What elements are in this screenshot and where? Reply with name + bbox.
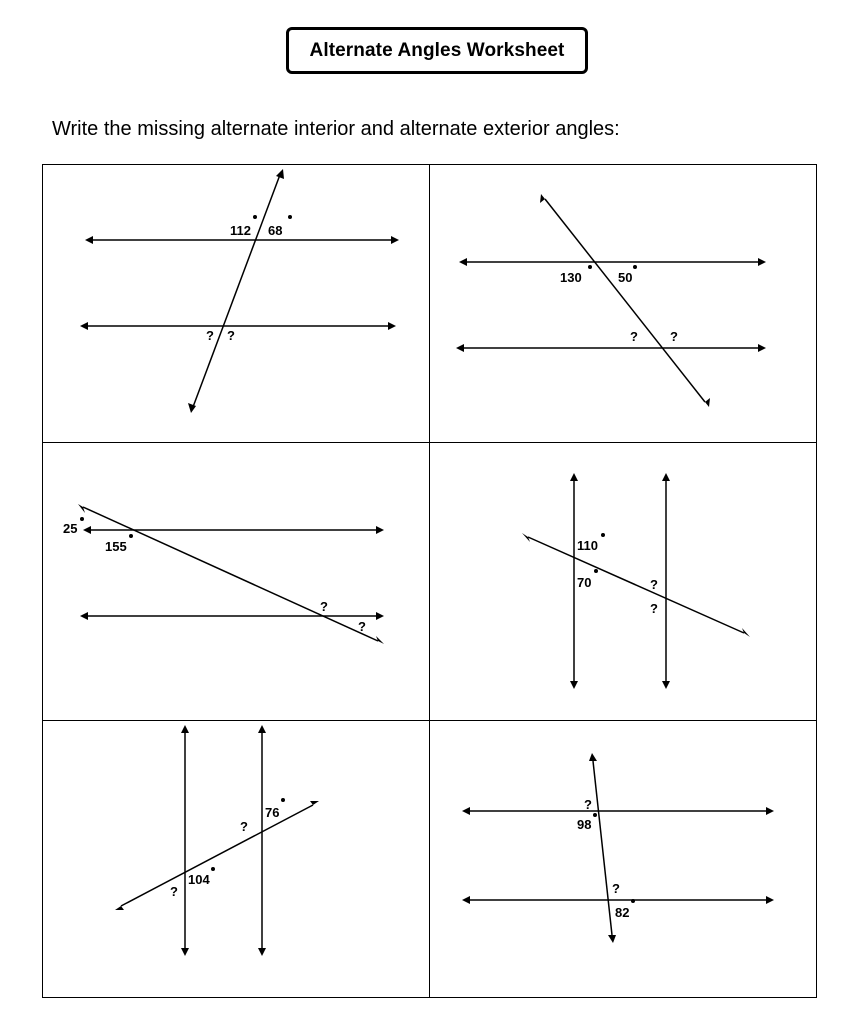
problem-grid — [42, 164, 817, 998]
angle-label: ? — [612, 881, 620, 896]
angle-label: 112 — [230, 223, 251, 238]
angle-label: 130 — [560, 270, 582, 285]
angle-label: 155 — [105, 539, 127, 554]
angle-label: ? — [206, 328, 214, 343]
problem-1-diagram — [43, 165, 430, 443]
angle-label: ? — [170, 884, 178, 899]
worksheet-title-box — [286, 27, 588, 74]
angle-label: ? — [358, 619, 366, 634]
instructions-text: Write the missing alternate interior and alternate exterior angles: — [52, 118, 620, 140]
angle-label: 98 — [577, 817, 592, 832]
angle-label: 104 — [188, 872, 210, 887]
angle-label: ? — [630, 329, 638, 344]
problem-6 — [430, 721, 817, 998]
problem-1 — [43, 165, 430, 443]
angle-label: 82 — [615, 905, 630, 920]
problem-4-diagram — [430, 443, 817, 721]
problem-3 — [43, 443, 430, 721]
angle-label: 68 — [268, 223, 283, 238]
angle-label: ? — [670, 329, 678, 344]
problem-5 — [43, 721, 430, 998]
angle-label: ? — [227, 328, 235, 343]
problem-2-diagram — [430, 165, 817, 443]
problem-5-diagram — [43, 721, 430, 998]
angle-label: ? — [650, 577, 658, 592]
angle-label: 110 — [577, 538, 598, 553]
angle-label: ? — [584, 797, 592, 812]
problem-2 — [430, 165, 817, 443]
angle-label: ? — [240, 819, 248, 834]
angle-label: 70 — [577, 575, 592, 590]
problem-4 — [430, 443, 817, 721]
angle-label: ? — [320, 599, 328, 614]
angle-label: ? — [650, 601, 658, 616]
worksheet-title: Alternate Angles Worksheet — [309, 39, 565, 61]
angle-label: 76 — [265, 805, 280, 820]
angle-label: 25 — [63, 521, 78, 536]
problem-6-diagram — [430, 721, 817, 998]
problem-3-diagram — [43, 443, 430, 721]
angle-label: 50 — [618, 270, 633, 285]
